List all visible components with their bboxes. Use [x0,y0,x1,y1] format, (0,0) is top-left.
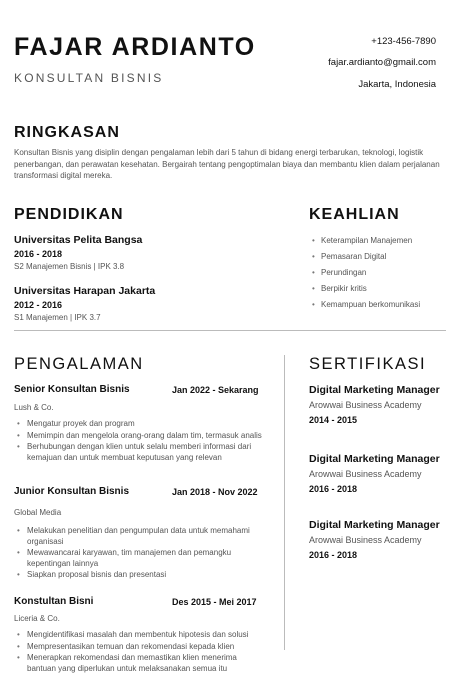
skill-item: • Keterampilan Manajemen [309,236,454,247]
certification-item [309,384,457,425]
education-school: Universitas Pelita Bangsa [14,234,143,246]
certification-years: 2014 - 2015 [309,415,358,425]
contact-location: Jakarta, Indonesia [358,79,436,90]
summary-text: Konsultan Bisnis yang disiplin dengan pengalaman lebih dari 5 tahun di bidang energi terbarukan, teknologi, logistik penerbangan, dan perawatan kesehatan. Bergairah tentang pengoptimalan biaya dan membantu klien dalam perjalanan transformasi digital mereka. [14,148,440,181]
job-bullets [14,419,264,464]
education-school: Universitas Harapan Jakarta [14,285,156,297]
certification-org: Arowwai Business Academy [309,469,422,479]
resume-role: KONSULTAN BISNIS [14,71,164,85]
certification-title: Digital Marketing Manager [309,384,440,396]
job-company: Global Media [14,508,62,517]
job-bullet: • Mempresentasikan temuan dan rekomendasi kepada klien [14,642,264,653]
job-title: Konstultan Bisni [14,596,94,607]
skill-item: • Kemampuan berkomunikasi [309,300,454,311]
section-divider [14,330,446,331]
job-bullets [14,526,264,582]
certification-item [309,519,457,560]
certification-title: Digital Marketing Manager [309,453,440,465]
certifications-heading: SERTIFIKASI [309,355,427,373]
job-bullets [14,630,264,675]
job-dates: Jan 2022 - Sekarang [172,385,259,395]
certification-item [309,453,457,494]
job-dates: Jan 2018 - Nov 2022 [172,487,258,497]
education-heading: PENDIDIKAN [14,206,124,223]
job-bullet: • Memimpin dan mengelola orang-orang dalam tim, termasuk analis [14,431,264,442]
summary-heading: RINGKASAN [14,124,120,141]
job-bullet: • Siapkan proposal bisnis dan presentasi [14,570,264,581]
experience-heading: PENGALAMAN [14,355,144,373]
job-dates: Des 2015 - Mei 2017 [172,597,257,607]
certification-org: Arowwai Business Academy [309,400,422,410]
skills-list [309,236,454,316]
skill-item: • Perundingan [309,268,454,279]
certification-years: 2016 - 2018 [309,484,358,494]
job-title: Senior Konsultan Bisnis [14,384,130,395]
job-bullet: • Mengatur proyek dan program [14,419,264,430]
education-years: 2016 - 2018 [14,249,63,259]
education-item [14,285,274,322]
job-company: Lush & Co. [14,403,54,412]
certification-org: Arowwai Business Academy [309,535,422,545]
contact-email: fajar.ardianto@gmail.com [328,57,436,68]
resume-name: FAJAR ARDIANTO [14,33,256,61]
skill-item: • Pemasaran Digital [309,252,454,263]
job-bullet: • Menerapkan rekomendasi dan memastikan klien menerima bantuan yang diperlukan untuk melaksanakan semua itu [14,653,264,674]
job-bullet: • Mewawancarai karyawan, tim manajemen dan pemangku kepentingan lainnya [14,548,264,569]
certification-title: Digital Marketing Manager [309,519,440,531]
certification-years: 2016 - 2018 [309,550,358,560]
job-company: Liceria & Co. [14,614,60,623]
skill-item: • Berpikir kritis [309,284,454,295]
skills-heading: KEAHLIAN [309,206,400,223]
job-bullet: • Melakukan penelitian dan pengumpulan data untuk memahami organisasi [14,526,264,547]
job-title: Junior Konsultan Bisnis [14,486,130,497]
column-divider [284,355,285,650]
education-detail: S2 Manajemen Bisnis | IPK 3.8 [14,262,125,271]
education-detail: S1 Manajemen | IPK 3.7 [14,313,101,322]
contact-phone: +123-456-7890 [371,36,436,47]
education-years: 2012 - 2016 [14,300,63,310]
job-bullet: • Berhubungan dengan klien untuk selalu memberi informasi dari kemajuan dan untuk membuat keputusan yang relevan [14,442,264,463]
education-item [14,234,274,271]
job-bullet: • Mengidentifikasi masalah dan membentuk hipotesis dan solusi [14,630,264,641]
